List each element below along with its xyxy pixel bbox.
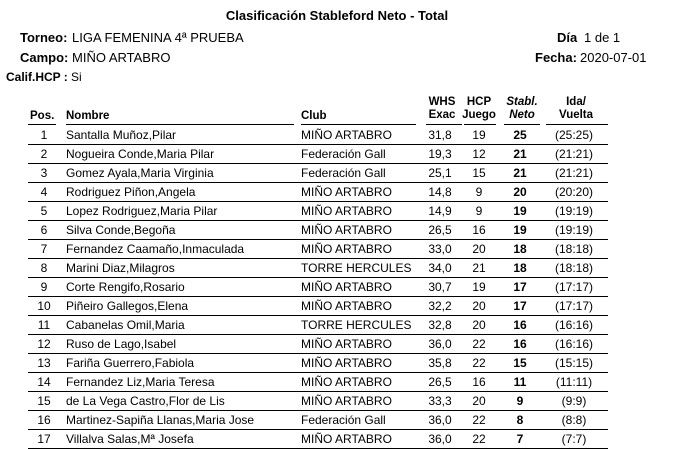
- calif-hcp-label: Calif.HCP :: [6, 70, 68, 84]
- row-club: Federación Gall: [301, 166, 386, 180]
- row-hcp: 22: [472, 356, 486, 370]
- row-hcp: 22: [472, 432, 486, 446]
- row-neto: 21: [513, 166, 527, 180]
- table-row: [28, 202, 608, 221]
- header-ida: Ida/: [566, 96, 586, 108]
- row-name: Gomez Ayala,Maria Virginia: [66, 166, 214, 180]
- row-whs: 30,7: [428, 280, 452, 294]
- row-pos: 5: [40, 204, 48, 218]
- row-name: de La Vega Castro,Flor de Lis: [66, 394, 225, 408]
- campo-label: Campo:: [20, 50, 69, 65]
- row-ida-vuelta: (25:25): [554, 128, 594, 142]
- row-pos: 7: [40, 242, 48, 256]
- row-club: MIÑO ARTABRO: [301, 185, 392, 199]
- row-neto: 16: [513, 337, 527, 351]
- row-pos: 6: [40, 223, 48, 237]
- table-row: [28, 411, 608, 430]
- row-hcp: 20: [472, 394, 486, 408]
- row-hcp: 12: [472, 147, 486, 161]
- row-name: Fernandez Liz,Maria Teresa: [66, 375, 215, 389]
- header-stabl-neto: Neto: [509, 109, 535, 121]
- row-name: Marini Diaz,Milagros: [66, 261, 175, 275]
- row-pos: 13: [37, 356, 51, 370]
- report-title: Clasificación Stableford Neto - Total: [225, 8, 449, 23]
- header-rule-whs: [426, 124, 462, 125]
- row-ida-vuelta: (9:9): [561, 394, 587, 408]
- row-name: Corte Rengifo,Rosario: [66, 280, 185, 294]
- calif-hcp-value: Si: [71, 70, 82, 84]
- row-neto: 18: [513, 242, 527, 256]
- row-name: Martinez-Sapiña Llanas,Maria Jose: [66, 413, 255, 427]
- row-neto: 17: [513, 280, 527, 294]
- row-club: MIÑO ARTABRO: [301, 394, 392, 408]
- torneo-value: LIGA FEMENINA 4ª PRUEBA: [72, 30, 244, 45]
- row-hcp: 9: [475, 185, 483, 199]
- row-ida-vuelta: (20:20): [554, 185, 594, 199]
- row-pos: 4: [40, 185, 48, 199]
- row-club: Federación Gall: [301, 413, 386, 427]
- header-hcp: HCP: [466, 96, 492, 108]
- table-row: [28, 373, 608, 392]
- row-ida-vuelta: (15:15): [554, 356, 594, 370]
- row-neto: 25: [513, 128, 527, 142]
- row-neto: 7: [516, 432, 524, 446]
- row-whs: 33,3: [428, 394, 452, 408]
- table-row: [28, 221, 608, 240]
- row-ida-vuelta: (21:21): [554, 147, 594, 161]
- row-club: MIÑO ARTABRO: [301, 242, 392, 256]
- row-whs: 34,0: [428, 261, 452, 275]
- header-rule-nombre: [66, 124, 294, 125]
- row-ida-vuelta: (21:21): [554, 166, 594, 180]
- row-whs: 19,3: [428, 147, 452, 161]
- header-nombre: Nombre: [66, 110, 110, 122]
- row-neto: 11: [513, 375, 527, 389]
- table-row: [28, 164, 608, 183]
- row-whs: 26,5: [428, 375, 452, 389]
- row-pos: 14: [37, 375, 51, 389]
- row-club: TORRE HERCULES: [301, 318, 412, 332]
- row-name: Piñeiro Gallegos,Elena: [66, 299, 189, 313]
- row-whs: 36,0: [428, 432, 452, 446]
- row-club: MIÑO ARTABRO: [301, 128, 392, 142]
- row-ida-vuelta: (11:11): [555, 375, 593, 389]
- row-hcp: 20: [472, 299, 486, 313]
- row-ida-vuelta: (7:7): [561, 432, 587, 446]
- table-row: [28, 335, 608, 354]
- row-hcp: 19: [472, 128, 486, 142]
- row-club: MIÑO ARTABRO: [301, 280, 392, 294]
- header-pos: Pos.: [30, 110, 55, 122]
- row-whs: 36,0: [428, 413, 452, 427]
- row-hcp: 20: [472, 242, 486, 256]
- row-ida-vuelta: (19:19): [554, 223, 594, 237]
- row-neto: 16: [513, 318, 527, 332]
- header-whs-exac: Exac: [428, 109, 456, 121]
- row-hcp: 22: [472, 413, 486, 427]
- row-pos: 15: [37, 394, 51, 408]
- row-ida-vuelta: (17:17): [554, 299, 594, 313]
- header-stabl: Stabl.: [506, 96, 538, 108]
- header-hcp-juego: Juego: [462, 109, 496, 121]
- header-rule-hcp: [464, 124, 496, 125]
- row-name: Nogueira Conde,Maria Pilar: [66, 147, 215, 161]
- row-neto: 19: [513, 223, 527, 237]
- row-club: MIÑO ARTABRO: [301, 432, 392, 446]
- row-name: Santalla Muñoz,Pilar: [66, 128, 177, 142]
- row-neto: 21: [513, 147, 527, 161]
- row-hcp: 19: [472, 280, 486, 294]
- table-row: [28, 183, 608, 202]
- row-hcp: 20: [472, 318, 486, 332]
- row-pos: 3: [40, 166, 48, 180]
- row-hcp: 22: [472, 337, 486, 351]
- row-pos: 2: [40, 147, 48, 161]
- row-whs: 32,2: [428, 299, 452, 313]
- row-pos: 12: [37, 337, 51, 351]
- header-rule-neto: [504, 124, 540, 125]
- row-ida-vuelta: (18:18): [554, 261, 594, 275]
- table-row: [28, 278, 608, 297]
- row-name: Cabanelas Omil,Maria: [66, 318, 185, 332]
- row-name: Rodriguez Piñon,Angela: [66, 185, 196, 199]
- row-whs: 25,1: [428, 166, 452, 180]
- row-neto: 18: [513, 261, 527, 275]
- row-ida-vuelta: (18:18): [554, 242, 594, 256]
- row-club: TORRE HERCULES: [301, 261, 412, 275]
- row-club: MIÑO ARTABRO: [301, 337, 392, 351]
- header-club: Club: [301, 110, 327, 122]
- row-pos: 16: [37, 413, 51, 427]
- table-row: [28, 126, 608, 145]
- row-neto: 8: [516, 413, 524, 427]
- row-neto: 17: [513, 299, 527, 313]
- fecha-value: 2020-07-01: [580, 50, 647, 65]
- header-whs: WHS: [428, 96, 456, 108]
- dia-value: 1 de 1: [584, 30, 621, 45]
- row-ida-vuelta: (16:16): [554, 337, 594, 351]
- row-pos: 1: [40, 128, 48, 142]
- row-neto: 9: [516, 394, 524, 408]
- row-pos: 9: [40, 280, 48, 294]
- row-neto: 20: [513, 185, 527, 199]
- row-whs: 32,8: [428, 318, 452, 332]
- row-whs: 31,8: [428, 128, 452, 142]
- table-row: [28, 259, 608, 278]
- row-pos: 8: [40, 261, 48, 275]
- row-pos: 17: [37, 432, 51, 446]
- row-hcp: 15: [472, 166, 486, 180]
- row-whs: 35,8: [428, 356, 452, 370]
- table-row: [28, 354, 608, 373]
- row-name: Silva Conde,Begoña: [66, 223, 176, 237]
- table-row: [28, 297, 608, 316]
- row-name: Lopez Rodriguez,Maria Pilar: [66, 204, 218, 218]
- row-name: Fariña Guerrero,Fabiola: [66, 356, 195, 370]
- fecha-label: Fecha:: [535, 50, 577, 65]
- classification-table: [28, 126, 608, 449]
- row-ida-vuelta: (17:17): [554, 280, 594, 294]
- row-club: MIÑO ARTABRO: [301, 204, 392, 218]
- header-vuelta: Vuelta: [558, 109, 594, 121]
- row-whs: 26,5: [428, 223, 452, 237]
- row-hcp: 9: [475, 204, 483, 218]
- row-name: Villalva Salas,Mª Josefa: [66, 432, 194, 446]
- torneo-label: Torneo:: [20, 30, 68, 45]
- row-name: Ruso de Lago,Isabel: [66, 337, 177, 351]
- row-hcp: 21: [472, 261, 486, 275]
- row-hcp: 16: [472, 375, 486, 389]
- table-row: [28, 240, 608, 259]
- dia-label: Día: [557, 30, 578, 45]
- header-rule-club: [301, 124, 416, 125]
- row-hcp: 16: [472, 223, 486, 237]
- row-ida-vuelta: (16:16): [554, 318, 594, 332]
- header-rule-pos: [28, 124, 56, 125]
- row-club: MIÑO ARTABRO: [301, 299, 392, 313]
- row-club: MIÑO ARTABRO: [301, 375, 392, 389]
- table-row: [28, 145, 608, 164]
- campo-value: MIÑO ARTABRO: [72, 50, 171, 65]
- row-whs: 14,8: [428, 185, 452, 199]
- table-row: [28, 392, 608, 411]
- row-pos: 11: [37, 318, 51, 332]
- row-ida-vuelta: (8:8): [561, 413, 587, 427]
- row-club: Federación Gall: [301, 147, 386, 161]
- header-rule-idavuelta: [546, 124, 608, 125]
- row-club: MIÑO ARTABRO: [301, 223, 392, 237]
- row-ida-vuelta: (19:19): [554, 204, 594, 218]
- row-club: MIÑO ARTABRO: [301, 356, 392, 370]
- row-neto: 19: [513, 204, 527, 218]
- row-name: Fernandez Caamaño,Inmaculada: [66, 242, 245, 256]
- row-whs: 36,0: [428, 337, 452, 351]
- row-whs: 33,0: [428, 242, 452, 256]
- row-pos: 10: [37, 299, 51, 313]
- row-whs: 14,9: [428, 204, 452, 218]
- row-neto: 15: [513, 356, 527, 370]
- table-row: [28, 316, 608, 335]
